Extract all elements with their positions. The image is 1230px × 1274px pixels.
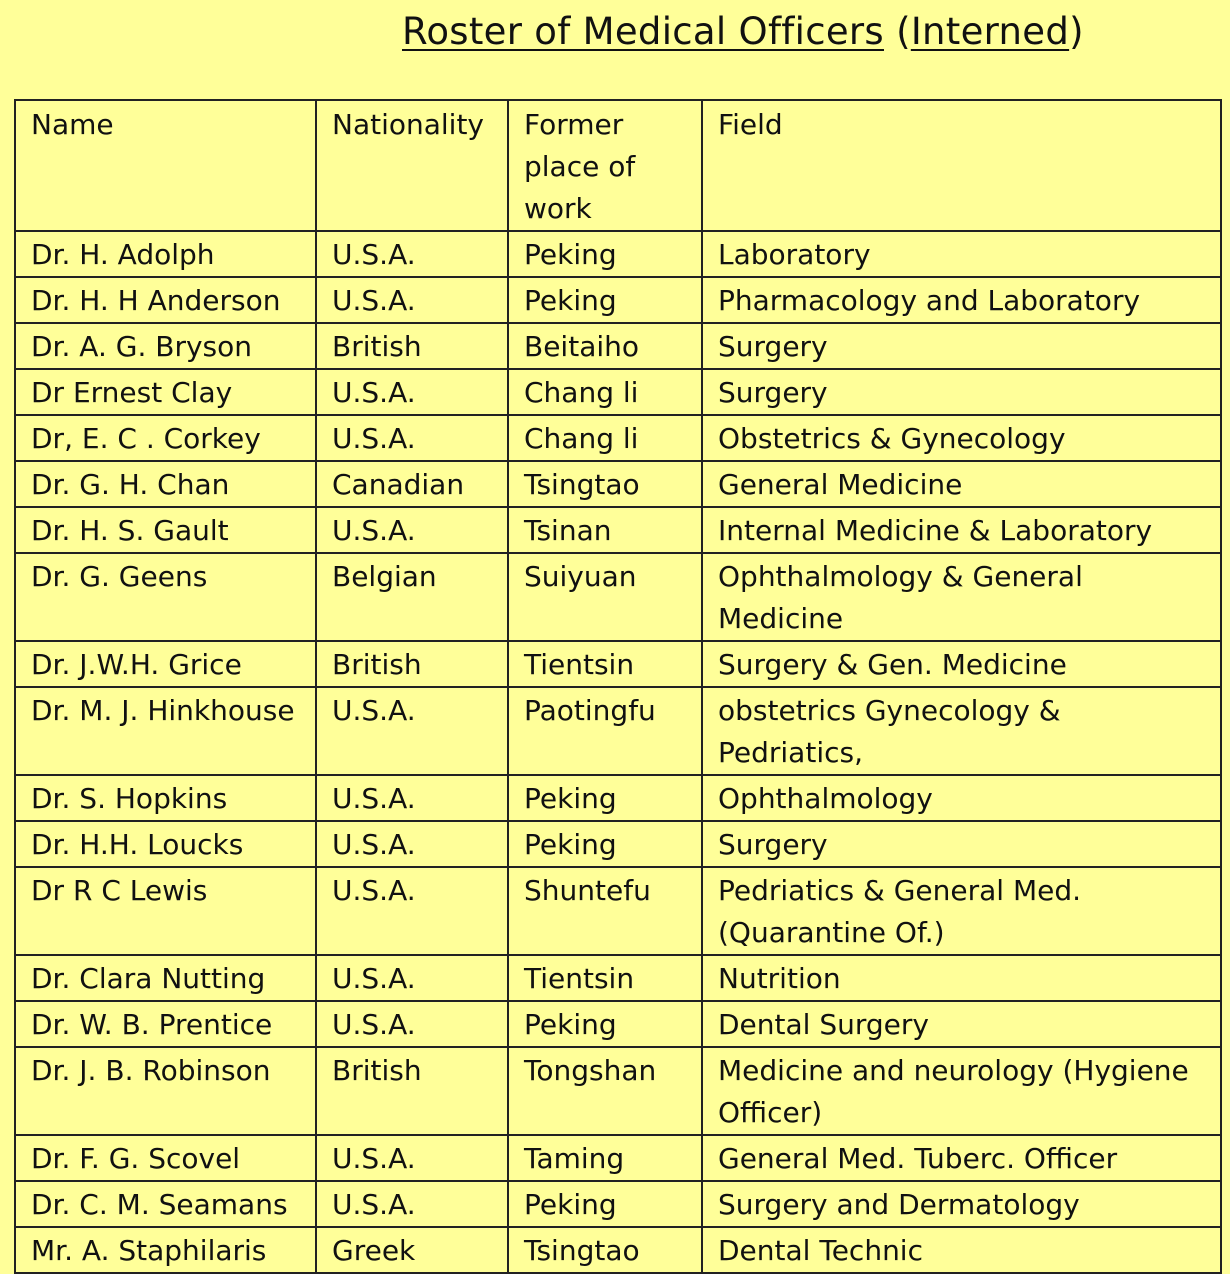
table-row (15, 415, 1221, 461)
cell-name: Dr. J.W.H. Grice (15, 641, 316, 687)
cell-nationality: U.S.A. (316, 1135, 508, 1181)
cell-field: Surgery (702, 323, 1221, 369)
cell-name: Dr. H. S. Gault (15, 507, 316, 553)
cell-place: Peking (508, 231, 702, 277)
cell-nationality: U.S.A. (316, 369, 508, 415)
cell-nationality: U.S.A. (316, 231, 508, 277)
table-row (15, 1001, 1221, 1047)
cell-name: Dr. W. B. Prentice (15, 1001, 316, 1047)
cell-field: Ophthalmology & General Medicine (702, 553, 1221, 641)
table-row (15, 775, 1221, 821)
cell-place: Peking (508, 775, 702, 821)
cell-nationality: U.S.A. (316, 821, 508, 867)
cell-place: Tsingtao (508, 461, 702, 507)
cell-field: obstetrics Gynecology & Pedriatics, (702, 687, 1221, 775)
cell-field: Ophthalmology (702, 775, 1221, 821)
cell-name: Dr. Clara Nutting (15, 955, 316, 1001)
cell-field: Pharmacology and Laboratory (702, 277, 1221, 323)
column-header-place: Former place of work (508, 100, 702, 231)
cell-place: Tongshan (508, 1047, 702, 1135)
table-row (15, 1135, 1221, 1181)
cell-name: Dr R C Lewis (15, 867, 316, 955)
title-close-paren: ) (1069, 10, 1084, 53)
table-row (15, 1227, 1221, 1273)
cell-place: Taming (508, 1135, 702, 1181)
cell-field: Nutrition (702, 955, 1221, 1001)
cell-field: Surgery and Dermatology (702, 1181, 1221, 1227)
table-row (15, 461, 1221, 507)
cell-field: Surgery (702, 369, 1221, 415)
cell-place: Peking (508, 1001, 702, 1047)
table-row (15, 821, 1221, 867)
cell-name: Dr. S. Hopkins (15, 775, 316, 821)
table-row (15, 369, 1221, 415)
cell-nationality: U.S.A. (316, 1001, 508, 1047)
cell-field: Laboratory (702, 231, 1221, 277)
table-row (15, 955, 1221, 1001)
cell-nationality: U.S.A. (316, 687, 508, 775)
cell-field: Dental Surgery (702, 1001, 1221, 1047)
cell-place: Suiyuan (508, 553, 702, 641)
cell-name: Mr. A. Staphilaris (15, 1227, 316, 1273)
cell-place: Peking (508, 277, 702, 323)
cell-place: Beitaiho (508, 323, 702, 369)
cell-name: Dr. H. H Anderson (15, 277, 316, 323)
title-main: Roster of Medical Officers (402, 10, 884, 53)
cell-name: Dr. F. G. Scovel (15, 1135, 316, 1181)
cell-nationality: U.S.A. (316, 867, 508, 955)
cell-place: Peking (508, 1181, 702, 1227)
table-row (15, 1181, 1221, 1227)
cell-nationality: U.S.A. (316, 507, 508, 553)
title-interned: Interned (910, 10, 1070, 53)
cell-nationality: U.S.A. (316, 955, 508, 1001)
cell-nationality: Canadian (316, 461, 508, 507)
table-row (15, 1047, 1221, 1135)
cell-name: Dr. G. Geens (15, 553, 316, 641)
table-row (15, 553, 1221, 641)
page-title (0, 8, 1230, 56)
cell-name: Dr. A. G. Bryson (15, 323, 316, 369)
cell-name: Dr Ernest Clay (15, 369, 316, 415)
cell-name: Dr. M. J. Hinkhouse (15, 687, 316, 775)
cell-nationality: Belgian (316, 553, 508, 641)
cell-field: Pedriatics & General Med. (Quarantine Of.) (702, 867, 1221, 955)
table-row (15, 277, 1221, 323)
cell-field: Obstetrics & Gynecology (702, 415, 1221, 461)
roster-table (14, 99, 1222, 1274)
cell-place: Chang li (508, 369, 702, 415)
table-row (15, 231, 1221, 277)
table-row (15, 641, 1221, 687)
cell-place: Tientsin (508, 641, 702, 687)
cell-field: General Med. Tuberc. Officer (702, 1135, 1221, 1181)
cell-nationality: U.S.A. (316, 277, 508, 323)
table-row (15, 687, 1221, 775)
cell-nationality: British (316, 641, 508, 687)
table-row (15, 323, 1221, 369)
table-row (15, 507, 1221, 553)
column-header-name: Name (15, 100, 316, 231)
cell-nationality: U.S.A. (316, 415, 508, 461)
cell-nationality: U.S.A. (316, 1181, 508, 1227)
cell-nationality: Greek (316, 1227, 508, 1273)
cell-name: Dr, E. C . Corkey (15, 415, 316, 461)
cell-nationality: British (316, 323, 508, 369)
cell-place: Tsinan (508, 507, 702, 553)
header-row (15, 100, 1221, 231)
cell-nationality: U.S.A. (316, 775, 508, 821)
cell-place: Chang li (508, 415, 702, 461)
cell-field: Internal Medicine & Laboratory (702, 507, 1221, 553)
cell-name: Dr. G. H. Chan (15, 461, 316, 507)
cell-name: Dr. H. Adolph (15, 231, 316, 277)
cell-place: Tsingtao (508, 1227, 702, 1273)
roster-body (15, 231, 1221, 1273)
cell-place: Shuntefu (508, 867, 702, 955)
cell-field: Surgery (702, 821, 1221, 867)
cell-field: Dental Technic (702, 1227, 1221, 1273)
cell-nationality: British (316, 1047, 508, 1135)
cell-name: Dr. C. M. Seamans (15, 1181, 316, 1227)
cell-name: Dr. H.H. Loucks (15, 821, 316, 867)
cell-name: Dr. J. B. Robinson (15, 1047, 316, 1135)
cell-place: Tientsin (508, 955, 702, 1001)
column-header-field: Field (702, 100, 1221, 231)
cell-field: General Medicine (702, 461, 1221, 507)
column-header-nationality: Nationality (316, 100, 508, 231)
cell-place: Paotingfu (508, 687, 702, 775)
cell-field: Surgery & Gen. Medicine (702, 641, 1221, 687)
title-open-paren: ( (896, 10, 911, 53)
table-row (15, 867, 1221, 955)
cell-field: Medicine and neurology (Hygiene Officer) (702, 1047, 1221, 1135)
cell-place: Peking (508, 821, 702, 867)
